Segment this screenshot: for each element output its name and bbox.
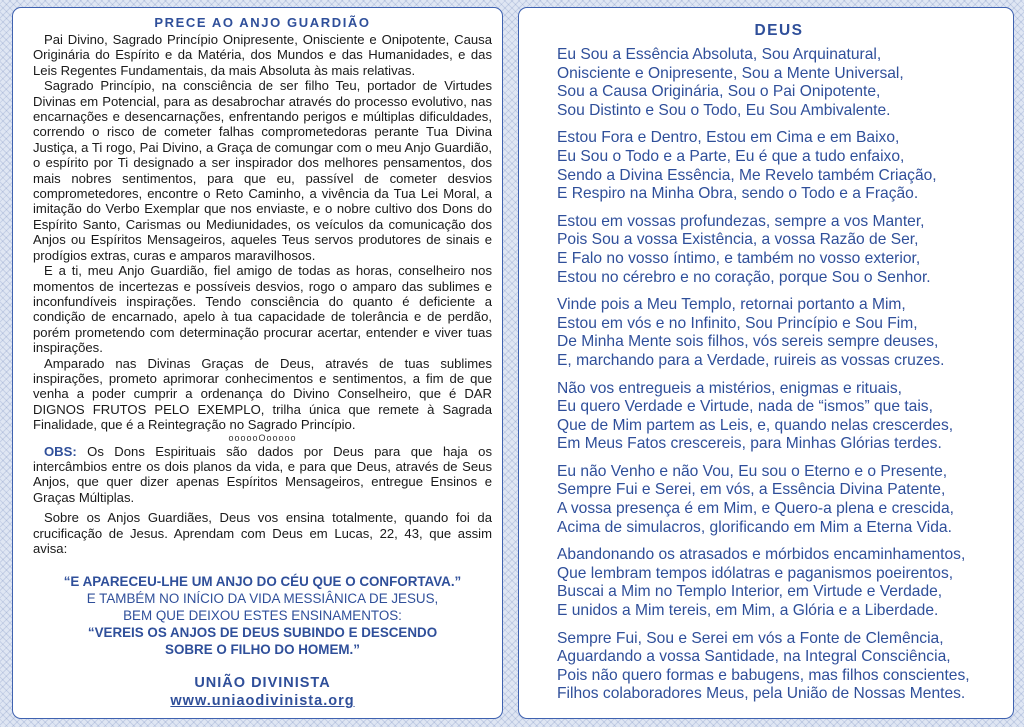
poem-line: Sendo a Divina Essência, Me Revelo também Criação,: [557, 166, 937, 184]
poem-line: E Respiro na Minha Obra, sendo o Todo e a Fração.: [557, 185, 919, 203]
obs-paragraph: [33, 444, 492, 506]
poem-line: Onisciente e Onipresente, Sou a Mente Universal,: [557, 64, 904, 82]
quote-line: “E APARECEU-LHE UM ANJO DO CÉU QUE O CONFORTAVA.”: [63, 574, 462, 590]
poem-line: Sou a Causa Originária, Sou o Pai Onipotente,: [557, 83, 881, 101]
poem-line: Sou Distinto e Sou o Todo, Eu Sou Ambivalente.: [557, 101, 891, 119]
poem-line: Estou no cérebro e no coração, porque Sou o Senhor.: [557, 268, 931, 286]
poem-line: Que de Mim partem as Leis, e, quando nelas crescerdes,: [557, 416, 954, 434]
poem-line: Acima de simulacros, glorificando em Mim a Eterna Vida.: [557, 518, 952, 536]
poem-line: Não vos entregueis a mistérios, enigmas e rituais,: [557, 379, 902, 397]
poem-line: Abandonando os atrasados e mórbidos encaminhamentos,: [557, 546, 966, 564]
poem-line: Buscai a Mim no Templo Interior, em Virtude e Verdade,: [557, 583, 943, 601]
poem-body: [557, 46, 1001, 704]
poem-line: Em Meus Fatos crescereis, para Minhas Glórias terdes.: [557, 435, 942, 453]
prayer-paragraph: E a ti, meu Anjo Guardião, fiel amigo de todas as horas, conselheiro nos momentos de incertezas e possíveis desvios, rogo o amparo das sublimes e inconfundíveis inspirações. Tendo consciência do quanto é deficiente a condição de encarnado, apelo à tua capacidade de tolerância e de perdão, porém prometendo com determinação procurar acertar, entender e viver tuas inspirações.: [33, 263, 492, 356]
poem-line: Pois não quero formas e babugens, mas filhos conscientes,: [557, 666, 970, 684]
poem-line: Eu não Venho e não Vou, Eu sou o Eterno e o Presente,: [557, 462, 948, 480]
poem-line: E Falo no vosso íntimo, e também no vosso exterior,: [557, 249, 921, 267]
poem-line: Eu Sou o Todo e a Parte, Eu é que a tudo enfaixo,: [557, 147, 905, 165]
quote-line: E TAMBÉM NO INÍCIO DA VIDA MESSIÂNICA DE JESUS,: [86, 591, 439, 607]
left-page: [12, 7, 503, 719]
closing-paragraph: Sobre os Anjos Guardiães, Deus vos ensina totalmente, quando foi da crucificação de Jesus. Aprendam com Deus em Lucas, 22, 43, que assim avisa:: [33, 510, 492, 556]
poem-stanza: [557, 129, 1001, 203]
poem-line: Filhos colaboradores Meus, pela União de Nossas Mentes.: [557, 685, 966, 703]
prayer-paragraph: Pai Divino, Sagrado Princípio Onipresente, Onisciente e Onipotente, Causa Originária do Espírito e da Matéria, dos Mundos e das Humanidades, e das Leis Regentes Fundamentais, da mais Absoluta às mais relativas.: [33, 32, 492, 78]
obs-label: OBS:: [44, 443, 77, 459]
quote-line: BEM QUE DEIXOU ESTES ENSINAMENTOS:: [123, 608, 402, 624]
poem-line: Eu Sou a Essência Absoluta, Sou Arquinatural,: [557, 46, 882, 63]
poem-line: Estou em vós e no Infinito, Sou Princípio e Sou Fim,: [557, 314, 918, 332]
poem-line: Eu quero Verdade e Virtude, nada de “ismos” que tais,: [557, 398, 933, 416]
poem-line: A vossa presença é em Mim, e Quero-a plena e crescida,: [557, 500, 954, 518]
poem-line: Pois Sou a vossa Existência, a vossa Razão de Ser,: [557, 231, 919, 249]
poem-title: DEUS: [754, 22, 804, 39]
poem-line: Estou em vossas profundezas, sempre a vos Manter,: [557, 212, 925, 230]
poem-stanza: [557, 630, 1001, 704]
quote-line: SOBRE O FILHO DO HOMEM.”: [165, 642, 360, 658]
separator: oooooOooooo: [228, 432, 297, 443]
poem-stanza: [557, 546, 1001, 620]
poem-stanza: [557, 463, 1001, 537]
quote-line: “VEREIS OS ANJOS DE DEUS SUBINDO E DESCENDO: [87, 625, 438, 641]
obs-text: Os Dons Espirituais são dados por Deus para que haja os intercâmbios entre os dois planos da vida, e para que Deus, através de Seus Anjos, que quer dizer apenas Espíritos Mensageiros, entregue Ensinos e Graças Múltiplas.: [33, 443, 492, 505]
right-page: [518, 7, 1014, 719]
poem-line: Aguardando a vossa Santidade, na Integral Consciência,: [557, 648, 951, 666]
poem-line: De Minha Mente sois filhos, vós sereis sempre deuses,: [557, 333, 939, 351]
prayer-paragraph: Sagrado Princípio, na consciência de ser filho Teu, portador de Virtudes Divinas em Potencial, para as desabrochar através do processo evolutivo, nas encarnações e desencarnações, enfrentando perigos e múltiplas dificuldades, correndo o risco de cometer falhas comprometedoras perante Tua Divina Justiça, a Ti rogo, Pai Divino, a Graça de comungar com o meu Anjo Guardião, o espírito por Ti designado a ser inspirador dos melhores pensamentos, dos mais nobres sentimentos, para que eu, passível de cometer desvios comprometedores, encontre o Reto Caminho, a vivência da Tua Lei Moral, a imitação do Verbo Exemplar que nos enviaste, e o nobre cultivo dos Dons do Espírito Santo, Carismas ou Mediunidades, os veículos da comunicação dos Anjos ou Espíritos Mensageiros, aqueles Teus servos produtores de sinais e prodígios extras, curas e amparos maravilhosos.: [33, 78, 492, 263]
poem-stanza: [557, 296, 1001, 370]
poem-stanza: [557, 46, 1001, 120]
poem-stanza: [557, 380, 1001, 454]
poem-line: Sempre Fui, Sou e Serei em vós a Fonte de Clemência,: [557, 629, 944, 647]
prayer-title: PRECE AO ANJO GUARDIÃO: [154, 15, 371, 30]
poem-line: E unidos a Mim tereis, em Mim, a Glória e a Liberdade.: [557, 602, 939, 620]
organization-name: UNIÃO DIVINISTA: [194, 675, 331, 692]
poem-line: E, marchando para a Verdade, ruireis as vossas cruzes.: [557, 351, 945, 369]
poem-line: Estou Fora e Dentro, Estou em Cima e em Baixo,: [557, 129, 900, 147]
website-link[interactable]: www.uniaodivinista.org: [170, 693, 355, 710]
poem-line: Que lembram tempos idólatras e paganismos poeirentos,: [557, 564, 954, 582]
poem-line: Vinde pois a Meu Templo, retornai portanto a Mim,: [557, 296, 906, 314]
scripture-quote: [33, 573, 492, 658]
poem-stanza: [557, 213, 1001, 287]
poem-line: Sempre Fui e Serei, em vós, a Essência Divina Patente,: [557, 481, 946, 499]
prayer-paragraph: Amparado nas Divinas Graças de Deus, através de tuas sublimes inspirações, prometo aprimorar conhecimentos e sentimentos, a fim de que venha a poder cumprir a ordenança do Divino Conselheiro, que é DAR DIGNOS FRUTOS PELO EXEMPLO, trilha única que remete à Sagrada Finalidade, que é a Reintegração no Sagrado Princípio.: [33, 355, 492, 433]
